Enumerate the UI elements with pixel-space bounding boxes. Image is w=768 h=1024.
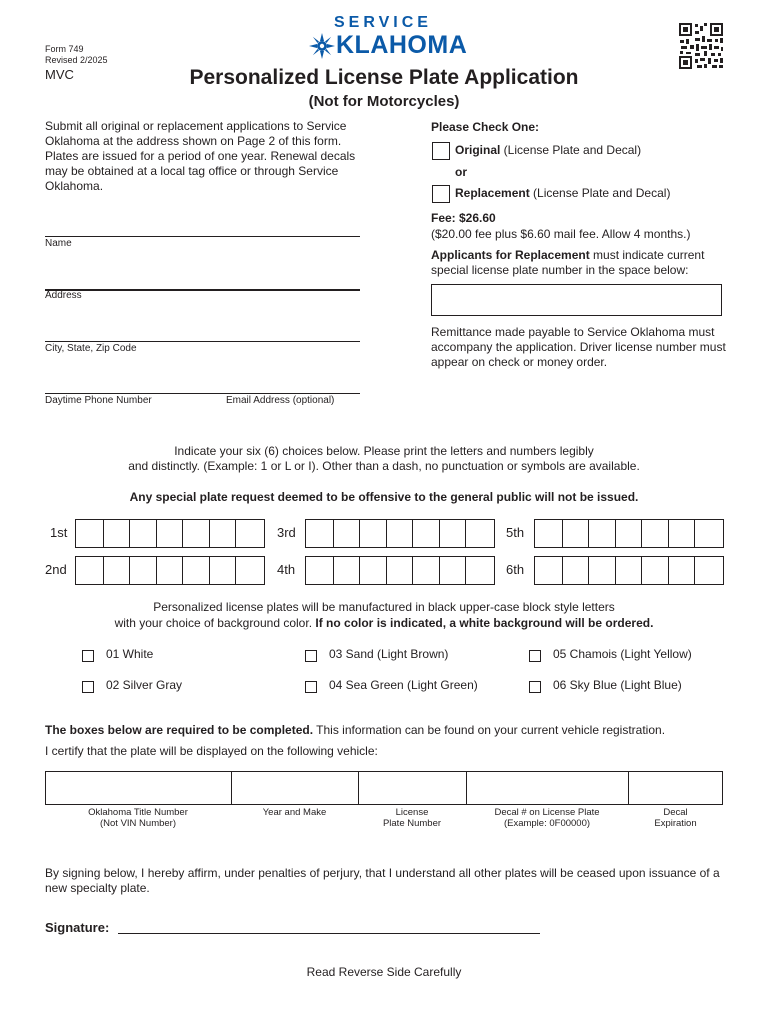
char-box[interactable] (615, 557, 642, 584)
or-text: or (455, 165, 467, 179)
year-make-label: Year and Make (262, 807, 327, 818)
city-state-zip-label: City, State, Zip Code (45, 343, 137, 354)
name-label: Name (45, 238, 72, 249)
char-box[interactable] (562, 520, 589, 547)
certify-text: I certify that the plate will be displayed on the following vehicle: (45, 744, 378, 758)
choice-6th-boxes[interactable] (534, 556, 724, 585)
char-box[interactable] (333, 557, 360, 584)
char-box[interactable] (129, 520, 156, 547)
char-box[interactable] (306, 520, 333, 547)
char-box[interactable] (306, 557, 333, 584)
color-chamois-checkbox[interactable] (529, 650, 541, 662)
char-box[interactable] (209, 520, 236, 547)
logo-emblem-icon (308, 32, 336, 60)
color-instruction-plain: with your choice of background color. (114, 616, 316, 630)
color-sky-blue-checkbox[interactable] (529, 681, 541, 693)
vehicle-required-rest: This information can be found on your current vehicle registration. (313, 723, 666, 737)
char-box[interactable] (535, 557, 562, 584)
affirmation-text: By signing below, I hereby affirm, under penalties of perjury, that I understand all other plates will be ceased upon issuance of a new specialty plate. (45, 866, 720, 895)
choice-4th-boxes[interactable] (305, 556, 495, 585)
current-plate-number-input[interactable] (431, 284, 722, 316)
service-oklahoma-logo (308, 14, 468, 60)
signature-label: Signature: (45, 920, 110, 935)
char-box[interactable] (103, 520, 130, 547)
char-box[interactable] (182, 557, 209, 584)
footer-note: Read Reverse Side Carefully (306, 965, 462, 979)
char-box[interactable] (465, 557, 492, 584)
qr-code-icon (678, 22, 724, 70)
char-box[interactable] (156, 520, 183, 547)
choice-label-2nd: 2nd (45, 562, 67, 577)
choice-label-6th: 6th (506, 562, 525, 577)
email-label: Email Address (optional) (226, 395, 335, 406)
char-box[interactable] (359, 557, 386, 584)
choice-label-1st: 1st (50, 525, 68, 540)
replacement-detail: (License Plate and Decal) (529, 186, 671, 200)
plate-number-input[interactable] (359, 772, 466, 804)
title-number-input[interactable] (46, 772, 231, 804)
char-box[interactable] (668, 520, 695, 547)
char-box[interactable] (386, 557, 413, 584)
choice-label-3rd: 3rd (277, 525, 296, 540)
choice-label-4th: 4th (277, 562, 296, 577)
offensive-warning: Any special plate request deemed to be offensive to the general public will not be issued. (129, 490, 639, 504)
color-sky-blue-label: 06 Sky Blue (Light Blue) (553, 678, 682, 692)
color-instruction-2 (40, 616, 728, 631)
address-line[interactable] (45, 289, 360, 291)
vehicle-required-bold: The boxes below are required to be completed. (45, 723, 314, 737)
color-instruction-bold: If no color is indicated, a white background will be ordered. (315, 616, 654, 630)
name-line[interactable] (45, 236, 360, 237)
address-label: Address (45, 290, 82, 301)
char-box[interactable] (129, 557, 156, 584)
char-box[interactable] (588, 557, 615, 584)
choice-label-5th: 5th (506, 525, 525, 540)
original-checkbox[interactable] (432, 142, 450, 160)
char-box[interactable] (641, 520, 668, 547)
original-option (455, 143, 641, 158)
char-box[interactable] (439, 520, 466, 547)
page-title: Personalized License Plate Application (189, 66, 579, 89)
original-label: Original (455, 143, 501, 157)
replacement-note-bold: Applicants for Replacement (431, 248, 590, 262)
char-box[interactable] (412, 520, 439, 547)
color-instruction-1: Personalized license plates will be manufactured in black upper-case block style letters (153, 600, 615, 614)
char-box[interactable] (333, 520, 360, 547)
char-box[interactable] (668, 557, 695, 584)
choices-instruction-2: and distinctly. (Example: 1 or L or I). Other than a dash, no punctuation or symbols are available. (128, 459, 640, 473)
color-sea-green-checkbox[interactable] (305, 681, 317, 693)
char-box[interactable] (76, 520, 103, 547)
division-code: MVC (45, 67, 74, 82)
replacement-label: Replacement (455, 186, 530, 200)
fee-label: Fee: $26.60 (431, 211, 496, 225)
char-box[interactable] (588, 520, 615, 547)
char-box[interactable] (615, 520, 642, 547)
logo-service-text: SERVICE (334, 14, 432, 31)
choice-3rd-boxes[interactable] (305, 519, 495, 548)
char-box[interactable] (156, 557, 183, 584)
color-white-checkbox[interactable] (82, 650, 94, 662)
city-state-zip-line[interactable] (45, 341, 360, 342)
char-box[interactable] (412, 557, 439, 584)
char-box[interactable] (235, 557, 262, 584)
decal-expiration-label: Decal Expiration (654, 807, 697, 829)
color-white-label: 01 White (106, 647, 154, 661)
replacement-option (455, 186, 670, 201)
intro-paragraph: Submit all original or replacement applications to Service Oklahoma at the address shown on Page 2 of this form. Plates are issued for a period of one year. Renewal decals may be obtained at a local tag office or through Service Oklahoma. (45, 119, 356, 193)
check-one-heading: Please Check One: (431, 120, 540, 134)
char-box[interactable] (235, 520, 262, 547)
char-box[interactable] (439, 557, 466, 584)
year-make-input[interactable] (232, 772, 358, 804)
decal-expiration-input[interactable] (629, 772, 722, 804)
char-box[interactable] (103, 557, 130, 584)
char-box[interactable] (209, 557, 236, 584)
char-box[interactable] (465, 520, 492, 547)
char-box[interactable] (386, 520, 413, 547)
logo-oklahoma-text: KLAHOMA (336, 31, 468, 59)
char-box[interactable] (359, 520, 386, 547)
char-box[interactable] (182, 520, 209, 547)
vehicle-required-note (45, 723, 665, 738)
phone-label: Daytime Phone Number (45, 395, 152, 406)
vehicle-info-table (45, 771, 723, 805)
color-sand-checkbox[interactable] (305, 650, 317, 662)
phone-email-line[interactable] (45, 393, 360, 394)
form-number: Form 749 (45, 44, 84, 54)
decal-number-input[interactable] (467, 772, 628, 804)
fee-detail: ($20.00 fee plus $6.60 mail fee. Allow 4 months.) (431, 227, 691, 241)
replacement-checkbox[interactable] (432, 185, 450, 203)
choice-5th-boxes[interactable] (534, 519, 724, 548)
char-box[interactable] (76, 557, 103, 584)
replacement-note (431, 248, 731, 278)
color-sand-label: 03 Sand (Light Brown) (329, 647, 449, 661)
color-silver-gray-checkbox[interactable] (82, 681, 94, 693)
color-chamois-label: 05 Chamois (Light Yellow) (553, 647, 692, 661)
char-box[interactable] (562, 557, 589, 584)
char-box[interactable] (641, 557, 668, 584)
decal-number-label: Decal # on License Plate (Example: 0F00000) (494, 807, 600, 829)
revised-date: Revised 2/2025 (45, 55, 108, 65)
char-box[interactable] (694, 557, 721, 584)
char-box[interactable] (694, 520, 721, 547)
char-box[interactable] (535, 520, 562, 547)
replacement-note-rest: must indicate current special license plate number in the space below: (431, 248, 705, 277)
color-silver-gray-label: 02 Silver Gray (106, 678, 183, 692)
plate-number-label: License Plate Number (382, 807, 442, 829)
page-subtitle: (Not for Motorcycles) (308, 93, 460, 110)
remittance-note: Remittance made payable to Service Oklahoma must accompany the application. Driver license number must appear on check or money order. (431, 325, 726, 369)
title-number-label: Oklahoma Title Number (Not VIN Number) (88, 807, 188, 829)
color-sea-green-label: 04 Sea Green (Light Green) (329, 678, 478, 692)
choices-instruction-1: Indicate your six (6) choices below. Please print the letters and numbers legibly (174, 444, 594, 458)
original-detail: (License Plate and Decal) (500, 143, 642, 157)
choice-2nd-boxes[interactable] (75, 556, 265, 585)
signature-line[interactable] (118, 933, 540, 934)
choice-1st-boxes[interactable] (75, 519, 265, 548)
